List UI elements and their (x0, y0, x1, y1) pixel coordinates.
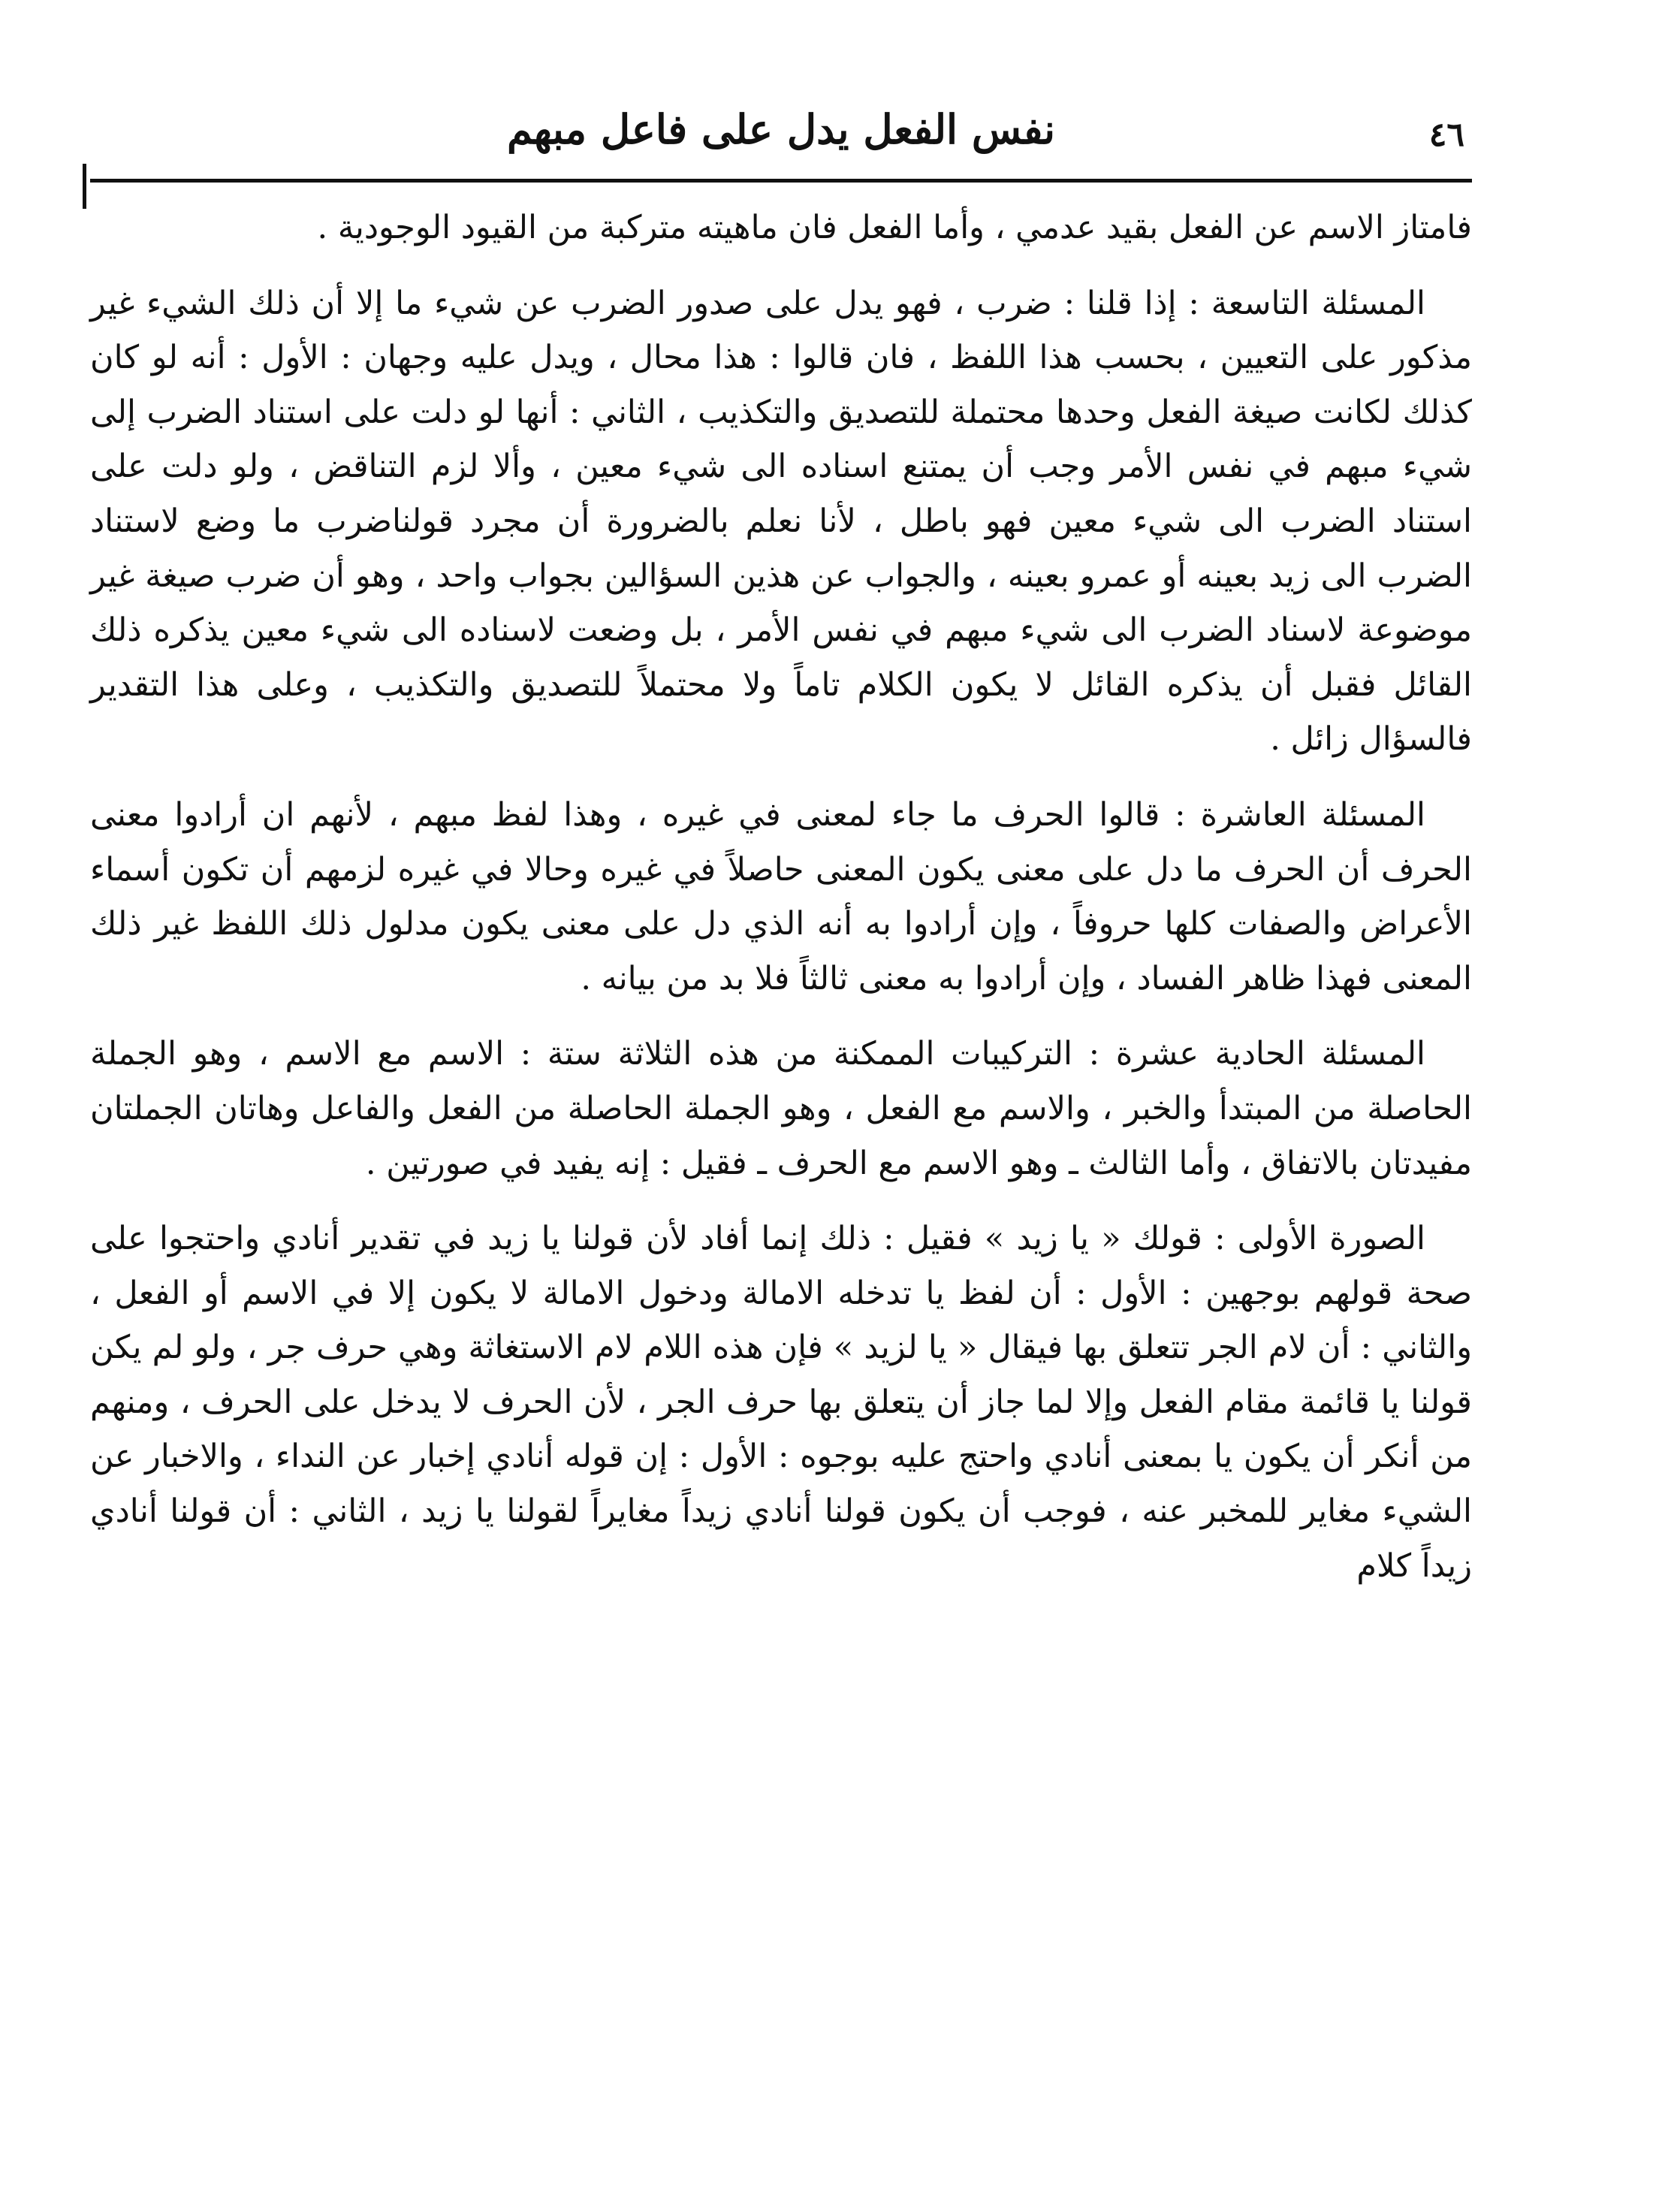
book-page (90, 90, 1472, 2148)
body-text (90, 201, 1472, 1593)
paragraph-issue-11: المسئلة الحادية عشرة : التركيبات الممكنة من هذه الثلاثة ستة : الاسم مع الاسم ، وهو الجملة الحاصلة من المبتدأ والخبر ، والاسم مع الفعل ، وهو الجملة الحاصلة من الفعل والفاعل وهاتان الجملتان مفيدتان بالاتفاق ، وأما الثالث ـ وهو الاسم مع الحرف ـ فقيل : إنه يفيد في صورتين . (90, 1035, 1472, 1182)
paragraph-issue-10: المسئلة العاشرة : قالوا الحرف ما جاء لمعنى في غيره ، وهذا لفظ مبهم ، لأنهم ان أرادوا معنى الحرف أن الحرف ما دل على معنى يكون المعنى حاصلاً في غيره وحالا في غيره لزمهم أن تكون أسماء الأعراض والصفات كلها حروفاً ، وإن أرادوا به أنه الذي دل على معنى يكون مدلول ذلك اللفظ غير ذلك المعنى فهذا ظاهر الفساد ، وإن أرادوا به معنى ثالثاً فلا بد من بيانه . (90, 795, 1472, 997)
paragraph-first-form: الصورة الأولى : قولك « يا زيد » فقيل : ذلك إنما أفاد لأن قولنا يا زيد في تقدير أنادي واحتجوا على صحة قولهم بوجهين : الأول : أن لفظ يا تدخله الامالة ودخول الامالة لا يكون إلا في الاسم أو الفعل ، والثاني : أن لام الجر تتعلق بها فيقال « يا لزيد » فإن هذه اللام لام الاستغاثة وهي حرف جر ، ولو لم يكن قولنا يا قائمة مقام الفعل وإلا لما جاز أن يتعلق بها حرف الجر ، لأن الحرف لا يدخل على الحرف ، ومنهم من أنكر أن يكون يا بمعنى أنادي واحتج عليه بوجوه : الأول : إن قوله أنادي إخبار عن النداء ، والاخبار عن الشيء مغاير للمخبر عنه ، فوجب أن يكون قولنا أنادي زيداً مغايراً لقولنا يا زيد ، الثاني : أن قولنا أنادي زيداً كلام (90, 1220, 1472, 1585)
margin-mark (83, 164, 86, 209)
paragraph-issue-9: المسئلة التاسعة : إذا قلنا : ضرب ، فهو يدل على صدور الضرب عن شيء ما إلا أن ذلك الشيء غير مذكور على التعيين ، بحسب هذا اللفظ ، فان قالوا : هذا محال ، ويدل عليه وجهان : الأول : أنه لو كان كذلك لكانت صيغة الفعل وحدها محتملة للتصديق والتكذيب ، الثاني : أنها لو دلت على استناد الضرب إلى شيء مبهم في نفس الأمر وجب أن يمتنع اسناده الى شيء معين ، وألا لزم التناقض ، ولو دلت على استناد الضرب الى شيء معين فهو باطل ، لأنا نعلم بالضرورة أن مجرد قولناضرب ما وضع لاستناد الضرب الى زيد بعينه أو عمرو بعينه ، والجواب عن هذين السؤالين بجواب واحد ، وهو أن ضرب صيغة غير موضوعة لاسناد الضرب الى شيء مبهم في نفس الأمر ، بل وضعت لاسناده الى شيء معين يذكره ذلك القائل فقبل أن يذكره القائل لا يكون الكلام تاماً ولا محتملاً للتصديق والتكذيب ، وعلى هذا التقدير فالسؤال زائل . (90, 284, 1472, 759)
page-header (90, 90, 1472, 183)
paragraph-continuation: فامتاز الاسم عن الفعل بقيد عدمي ، وأما الفعل فان ماهيته متركبة من القيود الوجودية . (317, 209, 1472, 246)
page-number: ٤٦ (1428, 116, 1464, 154)
running-title: نفس الفعل يدل على فاعل مبهم (506, 105, 1056, 153)
